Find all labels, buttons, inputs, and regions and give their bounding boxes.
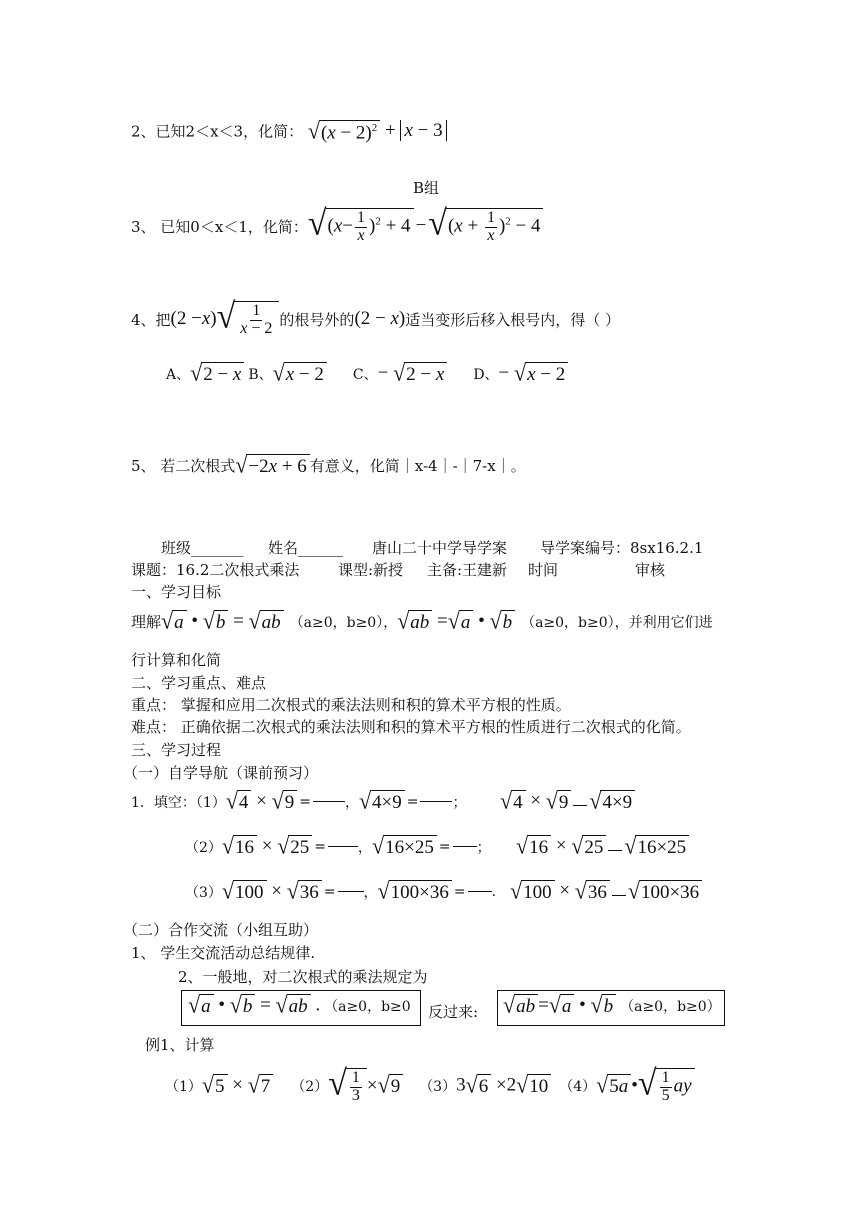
key-point: 重点： 掌握和应用二次根式的乘法法则和积的算术平方根的性质。 — [131, 696, 571, 714]
fill-3-compare-blank[interactable] — [612, 895, 626, 896]
fill-2-blank-b[interactable] — [453, 846, 477, 847]
example-part-3: 3 √ 6 ×2 √ 10 — [456, 1074, 551, 1098]
example-part-3-label: （3） — [419, 1079, 457, 1095]
example-1-heading: 例1、计算 — [145, 1036, 215, 1054]
goal-prefix: 理解 — [131, 613, 162, 632]
reverse-label: 反过来: — [428, 1003, 479, 1021]
question-4-prefix: 4、把 — [131, 310, 171, 329]
subsection-1-heading: （一）自学导航（课前预习） — [123, 764, 319, 782]
question-3-text: 3、 已知0＜x＜1，化简： — [131, 217, 308, 236]
fill-2-expr-a: √ 16 × √ 25 — [222, 835, 312, 859]
example-part-4-label: （4） — [559, 1079, 597, 1095]
question-5-suffix: 有意义，化简｜x-4｜-｜7-x｜。 — [309, 457, 526, 476]
fill-1-expr-b: √ 4×9 — [359, 790, 405, 814]
example-1-items — [165, 1060, 695, 1112]
option-a-expression: √ 2 − x — [190, 362, 244, 386]
question-4-factor: (2 − x) — [354, 308, 406, 329]
goal-formula-1: √ a • √ b = √ ab — [161, 610, 284, 634]
fill-3-expr-b: √ 100×36 — [378, 880, 452, 904]
fill-3-blank-b[interactable] — [468, 891, 492, 892]
goal-continuation: 行计算和化简 — [131, 651, 222, 669]
fill-2-blank-a[interactable] — [328, 846, 358, 847]
option-b-expression: √ x − 2 — [273, 362, 327, 386]
question-4-expression: (2 − x ) √ $\frac{1}{x - 2}$ — [171, 301, 280, 338]
fill-label-2: （2） — [185, 839, 222, 856]
fill-3-blank-a[interactable] — [338, 891, 364, 892]
reverse-formula: √ ab = √ a • √ b — [503, 994, 616, 1018]
fill-1-blank-a[interactable] — [313, 801, 345, 802]
example-part-1: √ 5 × √ 7 — [202, 1074, 273, 1098]
question-4-options — [166, 359, 568, 386]
lesson-author: 主备:王建新 — [427, 561, 508, 579]
lesson-review: 审核 — [635, 561, 666, 579]
example-part-1-label: （1） — [165, 1079, 202, 1095]
fill-1-blank-b[interactable] — [420, 801, 452, 802]
fill-2-compare-blank[interactable] — [608, 850, 622, 851]
group-b-heading: B组 — [413, 179, 440, 197]
reverse-condition: （a≥0，b≥0） — [620, 998, 721, 1015]
question-3 — [131, 203, 543, 249]
fill-2-compare: √ 16 × √ 25 √ 16×25 — [516, 835, 689, 859]
goal-formula-2: √ ab = √ a • √ b — [397, 610, 515, 634]
item-1: 1、 学生交流活动总结规律. — [131, 944, 316, 962]
fill-3-compare: √ 100 × √ 36 √ 100×36 — [510, 880, 702, 904]
fill-1-compare-blank[interactable] — [573, 805, 587, 806]
option-c-label: C、 — [352, 366, 378, 383]
question-4-suffix: 适当变形后移入根号内，得（ ） — [405, 310, 621, 329]
lesson-time: 时间 — [528, 561, 559, 579]
fill-3-expr-a: √ 100 × √ 36 — [222, 880, 322, 904]
section-1-heading: 一、学习目标 — [131, 583, 222, 601]
option-c-expression: − √ 2 − x — [378, 362, 448, 386]
lesson-type: 课型:新授 — [338, 561, 404, 579]
header-code: 导学案编号：8sx16.2.1 — [540, 539, 704, 557]
multiplication-rule — [188, 991, 411, 1018]
question-5-prefix: 5、 若二次根式 — [131, 457, 236, 476]
rule-formula: √ a • √ b = √ ab . — [188, 991, 321, 1018]
question-3-expression: √ (x− $\frac{1}{x}$ )$^2$ + 4 − √ (x + $\frac{1}{x}$ )$^2$ − 4 — [308, 208, 544, 245]
option-d-label: D、 — [473, 366, 499, 383]
fill-1-expr-a: √ 4 × √ 9 — [226, 790, 297, 814]
fill-row-2: （2） √ 16 × √ 25 = ， √ 16×25 = ； — [185, 832, 491, 859]
fill-row-3: （3） √ 100 × √ 36 = ， √ 100×36 = . — [185, 877, 497, 904]
difficult-point: 难点： 正确依据二次根式的乘法法则和积的算术平方根的性质进行二次根式的化简。 — [131, 718, 691, 736]
question-2-text: 2、已知2＜x＜3，化简： — [131, 122, 304, 141]
example-part-4: √ 5a • √ $\frac{1}{5}$ ay — [596, 1068, 694, 1105]
question-4-mid: 的根号外的 — [279, 310, 355, 329]
fill-row-1: 1．填空：（1） √ 4 × √ 9 = ， √ 4×9 = ； — [131, 787, 467, 814]
question-5 — [131, 451, 526, 478]
goal-condition-2: （a≥0，b≥0），并利用它们进 — [521, 614, 713, 631]
question-2 — [131, 117, 447, 144]
fill-label-3: （3） — [185, 884, 222, 901]
fill-label: 1．填空：（1） — [131, 794, 226, 811]
section-3-heading: 三、学习过程 — [131, 741, 222, 759]
option-d-expression: − √ x − 2 — [499, 362, 569, 386]
fill-2-expr-b: √ 16×25 — [372, 835, 437, 859]
option-a-label: A、 — [166, 366, 191, 383]
header-school: 唐山二十中学导学案 — [372, 539, 508, 557]
example-part-2: √ $\frac{1}{3}$ × √ 9 — [328, 1068, 403, 1105]
learning-goal — [131, 607, 713, 634]
option-b-label: B、 — [248, 366, 273, 383]
goal-condition-1: （a≥0，b≥0）， — [289, 614, 398, 631]
header-class: 班级_______ — [161, 539, 244, 557]
header-name: 姓名______ — [268, 539, 344, 557]
subsection-2-heading: （二）合作交流（小组互助） — [123, 921, 319, 939]
reverse-rule — [503, 991, 721, 1018]
fill-1-compare: √ 4 × √ 9 √ 4×9 — [500, 790, 635, 814]
rule-condition: （a≥0，b≥0 — [324, 998, 411, 1015]
topic-title: 课题：16.2二次根式乘法 — [131, 561, 300, 579]
section-2-heading: 二、学习重点、难点 — [131, 674, 267, 692]
example-part-2-label: （2） — [291, 1079, 329, 1095]
item-2: 2、一般地，对二次根式的乘法规定为 — [178, 968, 428, 986]
question-4 — [131, 296, 620, 342]
question-2-expression: √ $(x - 2)^2$ + x − 3 — [308, 120, 447, 141]
question-5-expression: √ −2x + 6 — [235, 454, 309, 478]
